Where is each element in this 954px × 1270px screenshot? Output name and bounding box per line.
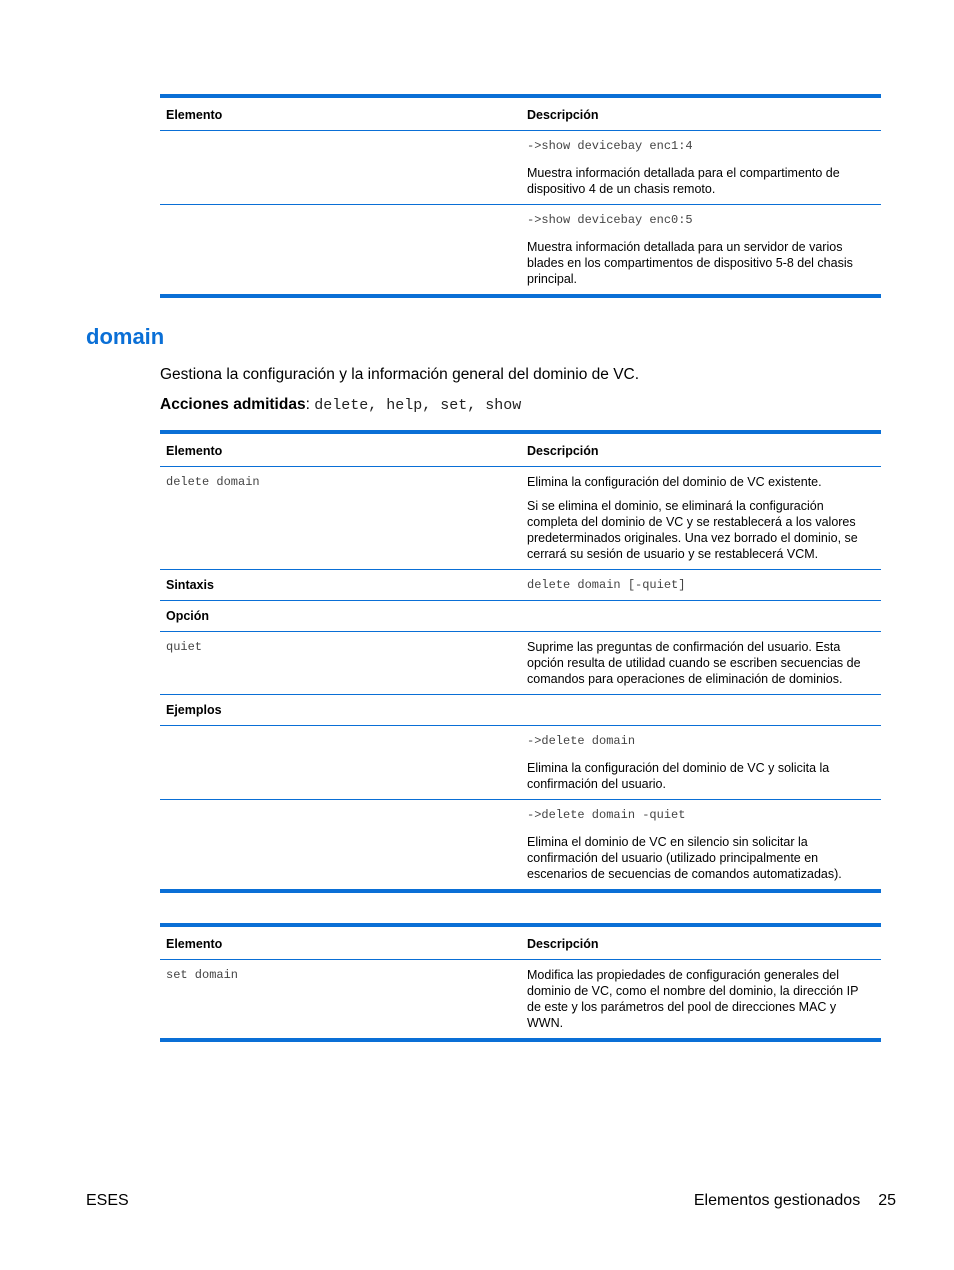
element-command: delete domain	[166, 475, 260, 489]
supported-actions: Acciones admitidas: delete, help, set, show	[160, 396, 522, 414]
table-row	[160, 205, 881, 297]
description-text: Muestra información detallada para el compartimento de dispositivo 4 de un chasis remoto.	[527, 166, 840, 196]
description-cell	[521, 601, 881, 632]
footer-page-info	[694, 1192, 896, 1210]
examples-label: Ejemplos	[160, 695, 521, 726]
table-header-row	[160, 96, 881, 131]
header-elemento: Elemento	[160, 96, 521, 131]
element-command: set domain	[166, 968, 239, 982]
table-header-row	[160, 432, 881, 467]
page-number: 25	[878, 1192, 896, 1209]
element-cell	[160, 800, 521, 892]
description-text: Modifica las propiedades de configuración generales del dominio de VC, como el nombre del dominio, la dirección IP de este y los parámetros del pool de direcciones MAC y WWN.	[527, 968, 859, 1030]
actions-label: Acciones admitidas	[160, 396, 306, 413]
element-cell	[160, 960, 521, 1041]
header-elemento: Elemento	[160, 925, 521, 960]
table-row	[160, 960, 881, 1041]
footer-locale: ESES	[86, 1192, 129, 1209]
element-cell	[160, 467, 521, 570]
syntax-command: delete domain [-quiet]	[527, 578, 686, 592]
element-cell	[160, 726, 521, 800]
table-set-domain	[160, 923, 881, 1042]
description-text: Suprime las preguntas de confirmación del usuario. Esta opción resulta de utilidad cuando se escriben secuencias de comandos para operaciones de eliminación de dominios.	[527, 640, 861, 686]
actions-values: delete, help, set, show	[314, 397, 522, 414]
syntax-label: Sintaxis	[160, 570, 521, 601]
table-row	[160, 601, 881, 632]
header-descripcion: Descripción	[521, 925, 881, 960]
table-row	[160, 695, 881, 726]
command-example: ->delete domain -quiet	[527, 808, 686, 822]
table-header-row	[160, 925, 881, 960]
description-cell	[521, 570, 881, 601]
command-example: ->show devicebay enc1:4	[527, 139, 693, 153]
description-cell	[521, 131, 881, 205]
description-cell	[521, 960, 881, 1041]
table-row	[160, 131, 881, 205]
option-name: quiet	[166, 640, 203, 654]
header-elemento: Elemento	[160, 432, 521, 467]
command-example: ->delete domain	[527, 734, 636, 748]
table-row	[160, 632, 881, 695]
description-text: Si se elimina el dominio, se eliminará la configuración completa del dominio de VC y se restablecerá a los valores predeterminados originales. Una vez borrado el dominio, se cerrará su sesión de usuario y se restablecerá VCM.	[527, 499, 858, 561]
command-example: ->show devicebay enc0:5	[527, 213, 693, 227]
element-cell	[160, 632, 521, 695]
description-cell	[521, 726, 881, 800]
table-row	[160, 570, 881, 601]
section-title: domain	[86, 324, 165, 349]
description-text: Elimina el dominio de VC en silencio sin solicitar la confirmación del usuario (utilizado principalmente en escenarios de secuencias de comandos automatizadas).	[527, 835, 842, 881]
header-descripcion: Descripción	[521, 432, 881, 467]
table-show-devicebay	[160, 94, 881, 298]
description-cell	[521, 695, 881, 726]
description-text: Elimina la configuración del dominio de VC y solicita la confirmación del usuario.	[527, 761, 830, 791]
footer-section-name: Elementos gestionados	[693, 1192, 861, 1209]
table-row	[160, 800, 881, 892]
description-cell	[521, 800, 881, 892]
option-label: Opción	[160, 601, 521, 632]
table-delete-domain	[160, 430, 881, 893]
table-row	[160, 726, 881, 800]
table-row	[160, 467, 881, 570]
description-cell	[521, 632, 881, 695]
header-descripcion: Descripción	[521, 96, 881, 131]
description-text: Muestra información detallada para un servidor de varios blades en los compartimentos de dispositivo 5-8 del chasis principal.	[527, 240, 853, 286]
element-cell	[160, 205, 521, 297]
section-intro: Gestiona la configuración y la información general del dominio de VC.	[160, 366, 640, 383]
description-text: Elimina la configuración del dominio de VC existente.	[527, 475, 822, 489]
description-cell	[521, 205, 881, 297]
description-cell	[521, 467, 881, 570]
element-cell	[160, 131, 521, 205]
